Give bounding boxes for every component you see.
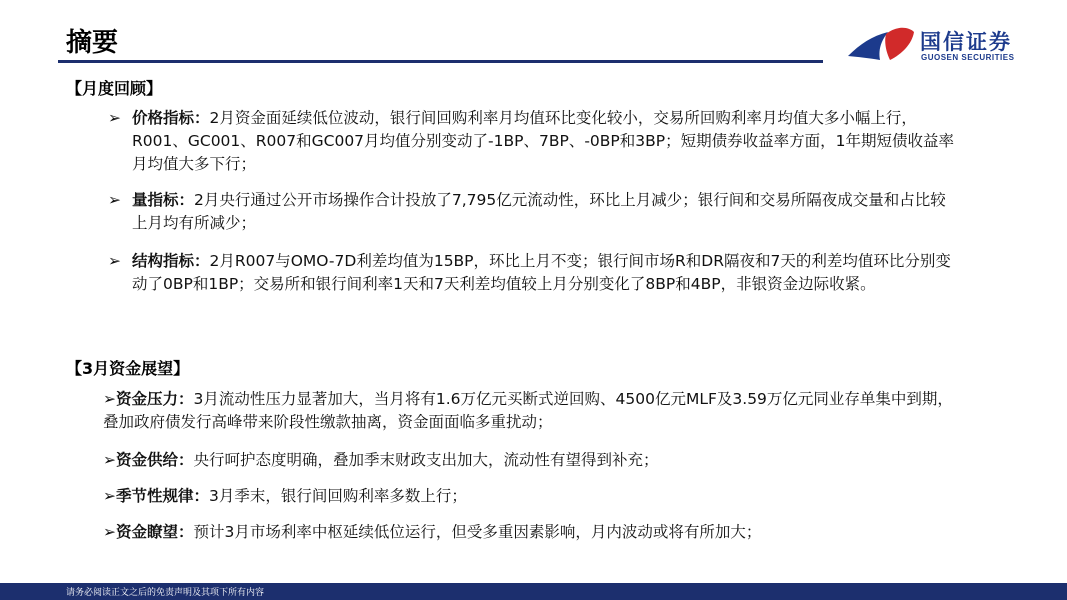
- item-label: 季节性规律：: [116, 487, 210, 505]
- item-label: 结构指标：: [132, 252, 210, 270]
- footer-bar: [0, 583, 1067, 600]
- section-heading-monthly-review: 【月度回顾】: [66, 79, 163, 98]
- item-text: 央行呵护态度明确，叠加季末财政支出加大，流动性有望得到补充；: [193, 451, 659, 469]
- list-item: [108, 189, 958, 235]
- bullet-arrow-icon: ➢: [108, 252, 121, 270]
- bullet-arrow-icon: ➢: [103, 523, 116, 541]
- item-text: 3月季末，银行间回购利率多数上行；: [209, 487, 467, 505]
- item-label: 价格指标：: [132, 109, 210, 127]
- logo-english-name: GUOSEN SECURITIES: [921, 53, 1015, 62]
- list-item: [103, 449, 963, 472]
- item-text: 2月资金面延续低位波动，银行间回购利率月均值环比变化较小，交易所回购利率月均值大多小幅上行，R001、GC001、R007和GC007月均值分别变动了-1BP、7BP、-0BP和3BP；短期债券收益率方面，1年期短债收益率月均值大多下行；: [132, 109, 954, 173]
- item-label: 资金瞭望：: [116, 523, 194, 541]
- bullet-arrow-icon: ➢: [103, 451, 116, 469]
- section-heading-march-outlook: 【3月资金展望】: [66, 359, 190, 378]
- logo-chinese-name: 国信证券: [920, 30, 1012, 54]
- company-logo: [846, 22, 1026, 68]
- item-label: 资金供给：: [116, 451, 194, 469]
- footer-disclaimer: 请务必阅读正文之后的免责声明及其项下所有内容: [66, 588, 265, 598]
- item-label: 量指标：: [132, 191, 195, 209]
- item-label: 资金压力：: [116, 390, 194, 408]
- bullet-arrow-icon: ➢: [108, 191, 121, 209]
- item-text: 2月R007与OMO-7D利差均值为15BP，环比上月不变；银行间市场R和DR隔夜和7天的利差均值环比分别变动了0BP和1BP；交易所和银行间利率1天和7天利差均值较上月分别变化了8BP和4BP，非银资金边际收紧。: [132, 252, 951, 293]
- item-text: 预计3月市场利率中枢延续低位运行，但受多重因素影响，月内波动或将有所加大；: [193, 523, 762, 541]
- list-item: [103, 485, 963, 508]
- list-item: [108, 107, 958, 176]
- bullet-arrow-icon: ➢: [103, 487, 116, 505]
- list-item: [103, 388, 963, 434]
- item-text: 3月流动性压力显著加大，当月将有1.6万亿元买断式逆回购、4500亿元MLF及3.59万亿元同业存单集中到期，叠加政府债发行高峰带来阶段性缴款抽离，资金面面临多重扰动；: [103, 390, 953, 431]
- item-text: 2月央行通过公开市场操作合计投放了7,795亿元流动性，环比上月减少；银行间和交易所隔夜成交量和占比较上月均有所减少；: [132, 191, 946, 232]
- guosen-logo-icon: [846, 24, 916, 64]
- bullet-arrow-icon: ➢: [108, 109, 121, 127]
- title-underline: [58, 60, 823, 63]
- bullet-arrow-icon: ➢: [103, 390, 116, 408]
- page-title: 摘要: [66, 28, 119, 58]
- list-item: [103, 521, 963, 544]
- list-item: [108, 250, 958, 296]
